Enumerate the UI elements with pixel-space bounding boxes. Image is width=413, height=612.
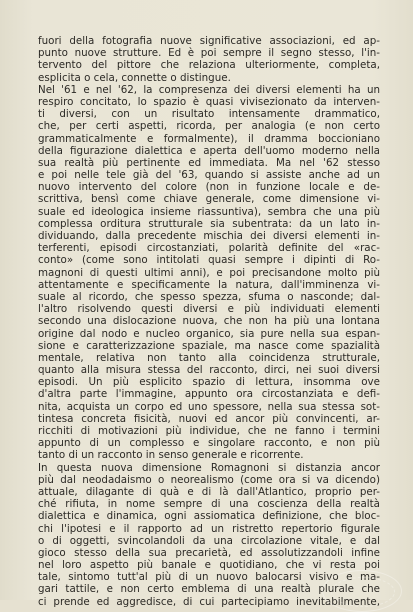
text-line: dialettica e dinamica, ogni assiomatica definizione, che bloc- [38, 510, 380, 523]
text-line: sua realtà più pertinente ed immediata. Ma nel '62 stesso [38, 156, 380, 169]
text-line: dividuando, dalla precedente mischia dei diversi elementi in- [38, 230, 380, 242]
text-line: quanto alla misura stessa del racconto, dirci, nei suoi diversi [38, 364, 380, 377]
text-line: origine dal nodo e nucleo organico, sia pure nella sua espan- [38, 327, 380, 340]
library-stamp [322, 570, 402, 612]
text-line: ti diversi, con un risultato intensamente drammatico, [38, 108, 380, 121]
text-line: sione e caratterizzazione spaziale, ma nasce come spazialità [38, 339, 380, 352]
text-line: o di oggetti, svincolandoli da una circolazione vitale, e dal [38, 534, 380, 547]
text-line: nuovo intervento del colore (non in funzione locale e de- [38, 181, 380, 194]
text-line: complessa orditura strutturale sia subentrata: da un lato in- [38, 217, 380, 230]
text-line: tale, sintomo tutt'al più di un nuovo balocarsi visivo e ma- [38, 571, 380, 584]
text-line: attuale, dilagante di quà e di là dall'Atlantico, proprio per- [38, 485, 380, 498]
text-line: d'altra parte l'immagine, appunto ora circostanziata e defi- [38, 388, 380, 401]
text-line: scrittiva, bensì come chiave generale, come dimensione vi- [38, 193, 380, 206]
text-line: suale ed ideologica insieme riassuntiva), sembra che una più [38, 205, 380, 218]
text-line: attentamente e specificamente la natura, dall'imminenza vi- [38, 278, 380, 291]
body-text [38, 35, 380, 608]
text-line: appunto di un complesso e singolare racconto, e non più [38, 437, 380, 450]
text-line: fuori della fotografia nuove significative associazioni, ed ap- [38, 35, 380, 47]
text-line: Nel '61 e nel '62, la compresenza dei diversi elementi ha un [38, 83, 380, 96]
text-line: gioco stesso della sua precarietà, ed assolutizzandoli infine [38, 546, 380, 559]
text-line: gari tattile, e non certo emblema di una realtà plurale che [38, 583, 380, 596]
text-line: respiro concitato, lo spazio è quasi vivisezionato da interven- [38, 95, 380, 108]
text-line: e poi nelle tele già del '63, quando si assiste anche ad un [38, 169, 380, 182]
text-line: l'altro risolvendo questi diversi e più individuati elementi [38, 303, 380, 316]
text-line: tervento del pittore che relaziona ulteriormente, completa, [38, 59, 380, 72]
text-line: più dal neodadaismo o neorealismo (come ora si va dicendo) [38, 473, 380, 486]
text-line: In questa nuova dimensione Romagnoni si distanzia ancor [38, 461, 380, 474]
text-line: mentale, relativa non tanto alla coincidenza strutturale, [38, 351, 380, 364]
text-line: nel loro aspetto più banale e quotidiano, che vi resta poi [38, 559, 380, 572]
text-line: episodi. Un più esplicito spazio di lettura, insomma ove [38, 376, 380, 389]
text-line: punto nuove strutture. Ed è poi sempre il segno stesso, l'in- [38, 47, 380, 60]
text-line: esplicita o cela, connette o distingue. [38, 71, 231, 84]
text-line: conto» (come sono intitolati quasi sempre i dipinti di Ro- [38, 254, 380, 267]
text-line: nita, acquista un corpo ed uno spessore, nella sua stessa sot- [38, 400, 380, 413]
library-stamp-inner-ring [331, 577, 395, 607]
text-line: magnoni di questi ultimi anni), e poi precisandone molto più [38, 266, 380, 279]
text-line: ci prende ed aggredisce, di cui partecipiamo inevitabilmente, [38, 595, 380, 608]
text-line: tanto di un racconto in senso generale e ricorrente. [38, 449, 304, 462]
text-line: ché rifiuta, in nome sempre di una coscienza della realtà [38, 498, 380, 511]
text-line: ricchiti di motivazioni più individue, che ne fanno i termini [38, 425, 380, 437]
text-line: chi l'ipotesi e il rapporto ad un ristretto repertorio figurale [38, 522, 380, 535]
text-line: grammaticalmente e formalmente), il dramma boccioniano [38, 132, 380, 145]
text-line: terferenti, episodi circostanziati, polarità definite del «rac- [38, 242, 380, 255]
text-line: della figurazione dialettica e aperta dell'uomo moderno nella [38, 144, 380, 157]
text-line: secondo una dislocazione nuova, che non ha più una lontana [38, 315, 380, 328]
text-line: tintesa concreta fisicità, nuovi ed ancor più convincenti, ar- [38, 412, 380, 425]
text-line: suale al ricordo, che spesso spezza, sfuma o nasconde; dal- [38, 290, 380, 303]
text-line: che, per certi aspetti, ricorda, per analogia (e non certo [38, 120, 380, 133]
